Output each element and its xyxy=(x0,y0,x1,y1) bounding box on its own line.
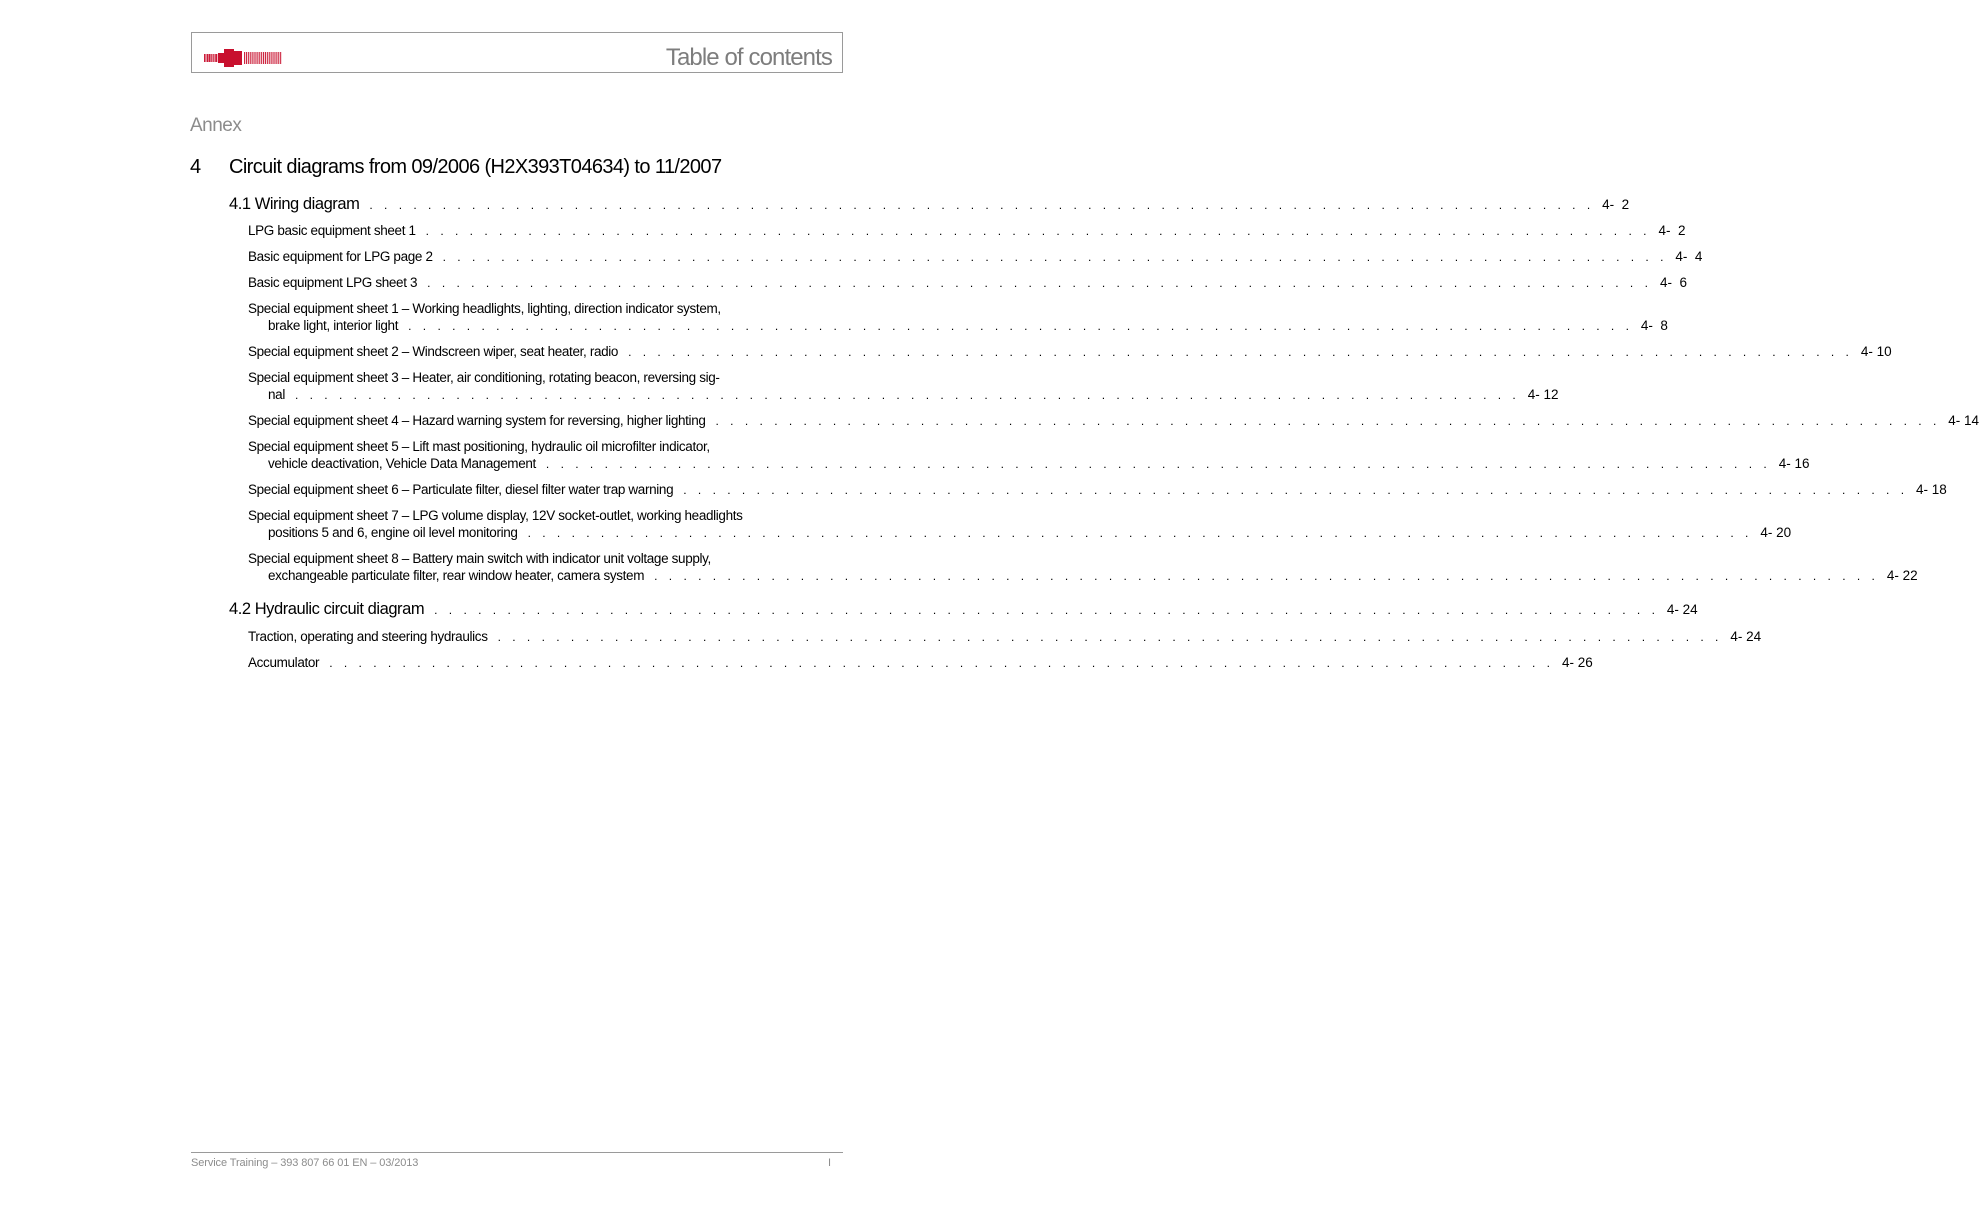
logo-bar xyxy=(207,54,209,62)
toc-entry-page: 4- 2 xyxy=(1658,223,1686,238)
toc-entry-page: 4- 22 xyxy=(1886,568,1918,583)
toc-entry[interactable]: Special equipment sheet 3 – Heater, air conditioning, rotating beacon, reversing sig- nal . . . . . . . . . . . . . . . . . . . . . . . . . . . . . . . . . . . . . . . . . . . . . . . . . . . . . . . . . . . . . . . . . . . . . . . . . . . . . . . . . . . . 4- 12 xyxy=(248,370,1559,402)
logo-bar xyxy=(278,52,279,64)
toc-leader-dots: . . . . . . . . . . . . . . . . . . . . . . . . . . . . . . . . . . . . . . . . . . . . . . . . . . . . . . . . . . . . . . . . . . . . . . . . . . . . . . . . . . . . xyxy=(434,603,1659,617)
toc-entry-title: Basic equipment LPG sheet 3 xyxy=(248,275,418,290)
logo-bar xyxy=(209,54,211,62)
logo-bar xyxy=(273,52,274,64)
toc-leader-dots: . . . . . . . . . . . . . . . . . . . . . . . . . . . . . . . . . . . . . . . . . . . . . . . . . . . . . . . . . . . . . . . . . . . . . . . . . . . . . . . . . . . . xyxy=(329,656,1554,670)
toc-entry[interactable] xyxy=(248,222,1686,240)
logo-bar xyxy=(271,52,272,64)
toc-entry[interactable]: Special equipment sheet 7 – LPG volume display, 12V socket-outlet, working headlights positions 5 and 6, engine oil level monitoring . . . . . . . . . . . . . . . . . . . . . . . . . . . . . . . . . . . . . . . . . . . . . . . . . . . . . . . . . . . . . . . . . . . . . . . . . . . . . . . . . . . . 4- 20 xyxy=(248,508,1792,540)
toc-leader-dots: . . . . . . . . . . . . . . . . . . . . . . . . . . . . . . . . . . . . . . . . . . . . . . . . . . . . . . . . . . . . . . . . . . . . . . . . . . . . . . . . . . . . xyxy=(628,345,1853,359)
footer-text: Service Training – 393 807 66 01 EN – 03/2013 xyxy=(191,1157,419,1169)
logo-bar xyxy=(234,51,242,65)
logo-bar xyxy=(248,52,249,64)
toc-entry-title: 4.1 Wiring diagram xyxy=(229,195,360,213)
toc-leader-dots: . . . . . . . . . . . . . . . . . . . . . . . . . . . . . . . . . . . . . . . . . . . . . . . . . . . . . . . . . . . . . . . . . . . . . . . . . . . . . . . . . . . . xyxy=(654,569,1879,583)
toc-leader-dots: . . . . . . . . . . . . . . . . . . . . . . . . . . . . . . . . . . . . . . . . . . . . . . . . . . . . . . . . . . . . . . . . . . . . . . . . . . . . . . . . . . . . xyxy=(425,224,1651,238)
toc-leader-dots: . . . . . . . . . . . . . . . . . . . . . . . . . . . . . . . . . . . . . . . . . . . . . . . . . . . . . . . . . . . . . . . . . . . . . . . . . . . . . . . . . . . . xyxy=(545,457,1771,471)
logo-bar xyxy=(255,52,256,64)
logo-bar xyxy=(254,52,255,64)
toc-entry-page: 4- 6 xyxy=(1659,275,1687,290)
toc-entry-page: 4- 14 xyxy=(1948,413,1979,428)
toc-leader-dots: . . . . . . . . . . . . . . . . . . . . . . . . . . . . . . . . . . . . . . . . . . . . . . . . . . . . . . . . . . . . . . . . . . . . . . . . . . . . . . . . . . . . xyxy=(369,198,1595,212)
toc-entry[interactable] xyxy=(248,412,1979,430)
toc-leader-dots: . . . . . . . . . . . . . . . . . . . . . . . . . . . . . . . . . . . . . . . . . . . . . . . . . . . . . . . . . . . . . . . . . . . . . . . . . . . . . . . . . . . . xyxy=(408,319,1633,333)
toc-entry[interactable] xyxy=(248,274,1687,292)
toc-leader-dots: . . . . . . . . . . . . . . . . . . . . . . . . . . . . . . . . . . . . . . . . . . . . . . . . . . . . . . . . . . . . . . . . . . . . . . . . . . . . . . . . . . . . xyxy=(497,630,1723,644)
toc-entry-title: Traction, operating and steering hydraulics xyxy=(248,629,488,644)
logo-bar xyxy=(280,52,281,64)
toc-entry-page: 4- 8 xyxy=(1640,318,1668,333)
toc-entry-page: 4- 18 xyxy=(1916,482,1947,497)
logo-bar xyxy=(246,52,247,64)
toc-entry-title: brake light, interior light xyxy=(268,318,399,333)
toc-entry[interactable] xyxy=(248,343,1892,361)
logo-bar xyxy=(259,52,260,64)
toc-entry[interactable]: Special equipment sheet 1 – Working headlights, lighting, direction indicator system, brake light, interior light . . . . . . . . . . . . . . . . . . . . . . . . . . . . . . . . . . . . . . . . . . . . . . . . . . . . . . . . . . . . . . . . . . . . . . . . . . . . . . . . . . . . 4- 8 xyxy=(248,300,832,335)
toc-entry[interactable] xyxy=(248,481,1947,499)
toc-entry-page: 4- 26 xyxy=(1561,655,1593,670)
section-label: Annex xyxy=(190,115,242,136)
logo-bar xyxy=(216,54,217,62)
chapter-number: 4 xyxy=(190,156,201,178)
logo-bar xyxy=(224,49,234,67)
logo-bar xyxy=(267,52,268,64)
footer-rule xyxy=(191,1152,843,1153)
toc-entry-title: nal xyxy=(268,387,285,402)
logo-bar xyxy=(215,54,216,62)
toc-entry[interactable]: Special equipment sheet 8 – Battery main switch with indicator unit voltage supply, exchangeable particulate filter, rear window heater, camera system . . . . . . . . . . . . . . . . . . . . . . . . . . . . . . . . . . . . . . . . . . . . . . . . . . . . . . . . . . . . . . . . . . . . . . . . . . . . . . . . . . . . 4- 22 xyxy=(248,551,1918,583)
chapter-title: Circuit diagrams from 09/2006 (H2X393T04634) to 11/2007 xyxy=(229,156,722,178)
toc-leader-dots: . . . . . . . . . . . . . . . . . . . . . . . . . . . . . . . . . . . . . . . . . . . . . . . . . . . . . . . . . . . . . . . . . . . . . . . . . . . . . . . . . . . . xyxy=(294,388,1520,402)
toc-entry[interactable]: Special equipment sheet 5 – Lift mast positioning, hydraulic oil microfilter indicator, vehicle deactivation, Vehicle Data Management . . . . . . . . . . . . . . . . . . . . . . . . . . . . . . . . . . . . . . . . . . . . . . . . . . . . . . . . . . . . . . . . . . . . . . . . . . . . . . . . . . . . 4- 16 xyxy=(248,439,1810,471)
toc-entry-page: 4- 12 xyxy=(1527,387,1559,402)
toc-entry-title: Special equipment sheet 2 – Windscreen wiper, seat heater, radio xyxy=(248,344,619,359)
toc-entry-page: 4- 16 xyxy=(1778,456,1810,471)
logo-bar xyxy=(263,52,264,64)
toc-entry-page: 4- 24 xyxy=(1730,629,1762,644)
toc-entry[interactable] xyxy=(229,600,1698,619)
brand-logo xyxy=(203,48,283,68)
toc-entry-page: 4- 10 xyxy=(1860,344,1892,359)
page-header xyxy=(191,32,843,73)
logo-bar xyxy=(257,52,258,64)
logo-bar xyxy=(274,52,275,64)
logo-bar xyxy=(244,52,245,64)
toc-entry-page: 4- 2 xyxy=(1602,197,1630,212)
toc-entry[interactable] xyxy=(248,248,1703,266)
toc-entry-title: Special equipment sheet 6 – Particulate filter, diesel filter water trap warning xyxy=(248,482,674,497)
toc-entry-title: Basic equipment for LPG page 2 xyxy=(248,249,433,264)
toc-leader-dots: . . . . . . . . . . . . . . . . . . . . . . . . . . . . . . . . . . . . . . . . . . . . . . . . . . . . . . . . . . . . . . . . . . . . . . . . . . . . . . . . . . . . xyxy=(442,250,1668,264)
toc-entry-page: 4- 24 xyxy=(1666,602,1698,617)
toc-leader-dots: . . . . . . . . . . . . . . . . . . . . . . . . . . . . . . . . . . . . . . . . . . . . . . . . . . . . . . . . . . . . . . . . . . . . . . . . . . . . . . . . . . . . xyxy=(427,276,1652,290)
logo-bar xyxy=(269,52,270,64)
logo-bar xyxy=(261,52,262,64)
logo-bar xyxy=(218,53,224,63)
toc-entry-title: 4.2 Hydraulic circuit diagram xyxy=(229,600,425,618)
toc-leader-dots: . . . . . . . . . . . . . . . . . . . . . . . . . . . . . . . . . . . . . . . . . . . . . . . . . . . . . . . . . . . . . . . . . . . . . . . . . . . . . . . . . . . . xyxy=(527,526,1753,540)
toc-entry-title: positions 5 and 6, engine oil level monitoring xyxy=(268,525,518,540)
toc-entry-page: 4- 4 xyxy=(1675,249,1703,264)
footer-page-number: I xyxy=(828,1157,832,1169)
toc-entry-title: Special equipment sheet 4 – Hazard warning system for reversing, higher lighting xyxy=(248,413,706,428)
toc-entry-page: 4- 20 xyxy=(1760,525,1792,540)
logo-bar xyxy=(250,52,251,64)
logo-bar xyxy=(252,52,253,64)
toc-entry[interactable] xyxy=(248,654,1593,672)
toc-entry-title: Accumulator xyxy=(248,655,320,670)
toc-entry[interactable] xyxy=(229,195,1630,214)
logo-bar xyxy=(213,54,214,62)
logo-bar xyxy=(211,54,212,62)
toc-entry[interactable] xyxy=(248,628,1762,646)
logo-bar xyxy=(265,52,266,64)
toc-leader-dots: . . . . . . . . . . . . . . . . . . . . . . . . . . . . . . . . . . . . . . . . . . . . . . . . . . . . . . . . . . . . . . . . . . . . . . . . . . . . . . . . . . . . xyxy=(683,483,1909,497)
header-title: Table of contents xyxy=(665,44,832,71)
toc-entry-title: vehicle deactivation, Vehicle Data Management xyxy=(268,456,536,471)
logo-bar xyxy=(204,54,206,62)
toc-entry-title: exchangeable particulate filter, rear window heater, camera system xyxy=(268,568,645,583)
toc-leader-dots: . . . . . . . . . . . . . . . . . . . . . . . . . . . . . . . . . . . . . . . . . . . . . . . . . . . . . . . . . . . . . . . . . . . . . . . . . . . . . . . . . . . . xyxy=(715,414,1941,428)
toc-entry-title: LPG basic equipment sheet 1 xyxy=(248,223,416,238)
logo-bar xyxy=(276,52,277,64)
